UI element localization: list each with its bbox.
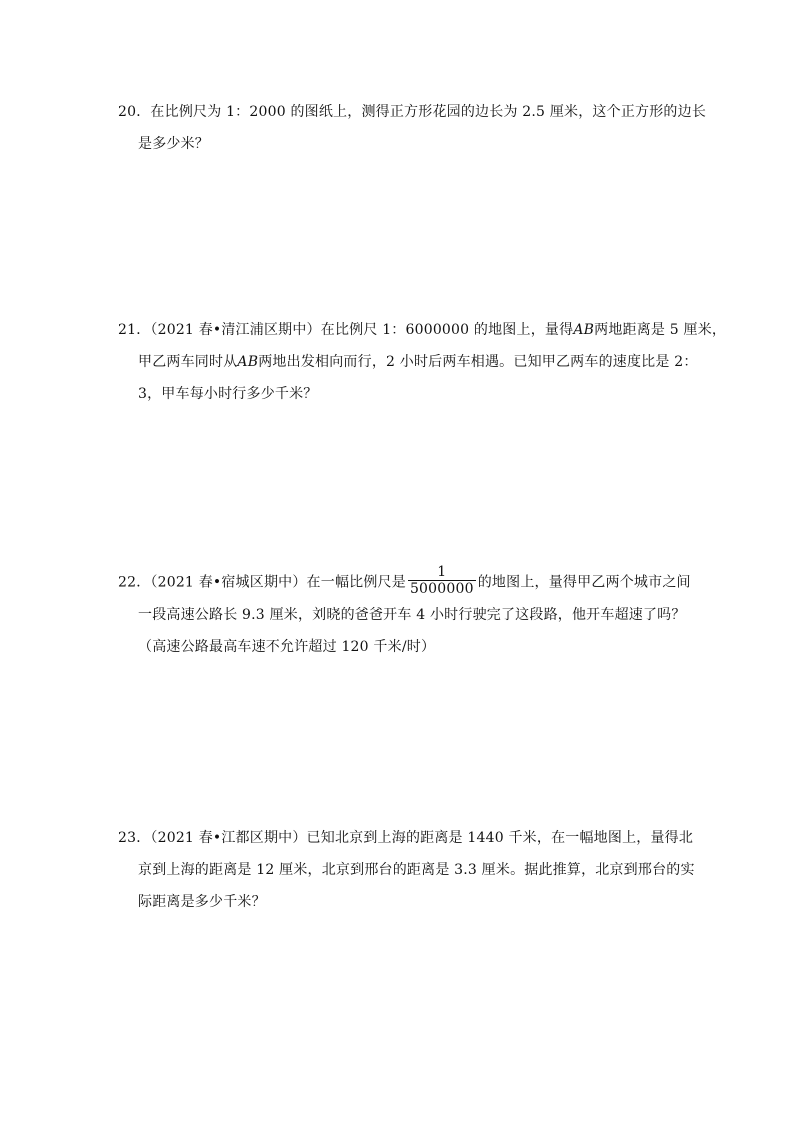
problem-22-line-3: （高速公路最高车速不允许超过 120 千米/时） — [138, 639, 436, 655]
problem-21-line-1-text-a: 21．（2021 春•清江浦区期中）在比例尺 1：6000000 的地图上，量得 — [118, 322, 574, 338]
problem-21-line-1 — [118, 314, 727, 346]
problem-22-line-1-text-a: 22．（2021 春•宿城区期中）在一幅比例尺是 — [118, 574, 406, 591]
problem-23-line-1: 23．（2021 春•江都区期中）已知北京到上海的距离是 1440 千米，在一幅地图上，量得北 — [118, 830, 694, 846]
problem-20-line-1: 20．在比例尺为 1：2000 的图纸上，测得正方形花园的边长为 2.5 厘米，这个正方形的边长 — [118, 104, 707, 120]
scale-fraction-numerator: 1 — [437, 564, 447, 580]
scale-fraction-denominator: 5000000 — [409, 581, 474, 597]
problem-21-line-2 — [118, 346, 698, 378]
problem-20 — [118, 96, 707, 160]
problem-22 — [118, 564, 691, 663]
problem-23 — [118, 822, 695, 918]
scale-fraction — [408, 564, 476, 597]
problem-22-line-2: 一段高速公路长 9.3 厘米，刘晓的爸爸开车 4 小时行驶完了这段路，他开车超速了吗？ — [138, 607, 686, 623]
problem-21-line-1-text-b: 两地距离是 5 厘米， — [594, 322, 727, 338]
problem-23-line-2: 京到上海的距离是 12 厘米，北京到邢台的距离是 3.3 厘米。据此推算，北京到邢台的实 — [138, 862, 695, 878]
problem-21-line-3: 3，甲车每小时行多少千米？ — [138, 386, 318, 402]
problem-22-line-1-text-b: 的地图上，量得甲乙两个城市之间 — [477, 574, 691, 591]
problem-21-line-2-text-b: 两地出发相向而行，2 小时后两车相遇。已知甲乙两车的速度比是 2： — [258, 354, 698, 370]
problem-20-line-2: 是多少米？ — [138, 136, 209, 152]
problem-21-line-2-text-a: 甲乙两车同时从 — [138, 354, 238, 370]
problem-21-var-ab-1: AB — [573, 322, 595, 338]
problem-21 — [118, 314, 727, 410]
problem-22-line-1 — [118, 564, 691, 599]
problem-23-line-3: 际距离是多少千米？ — [138, 894, 266, 910]
problem-21-var-ab-2: AB — [237, 354, 259, 370]
